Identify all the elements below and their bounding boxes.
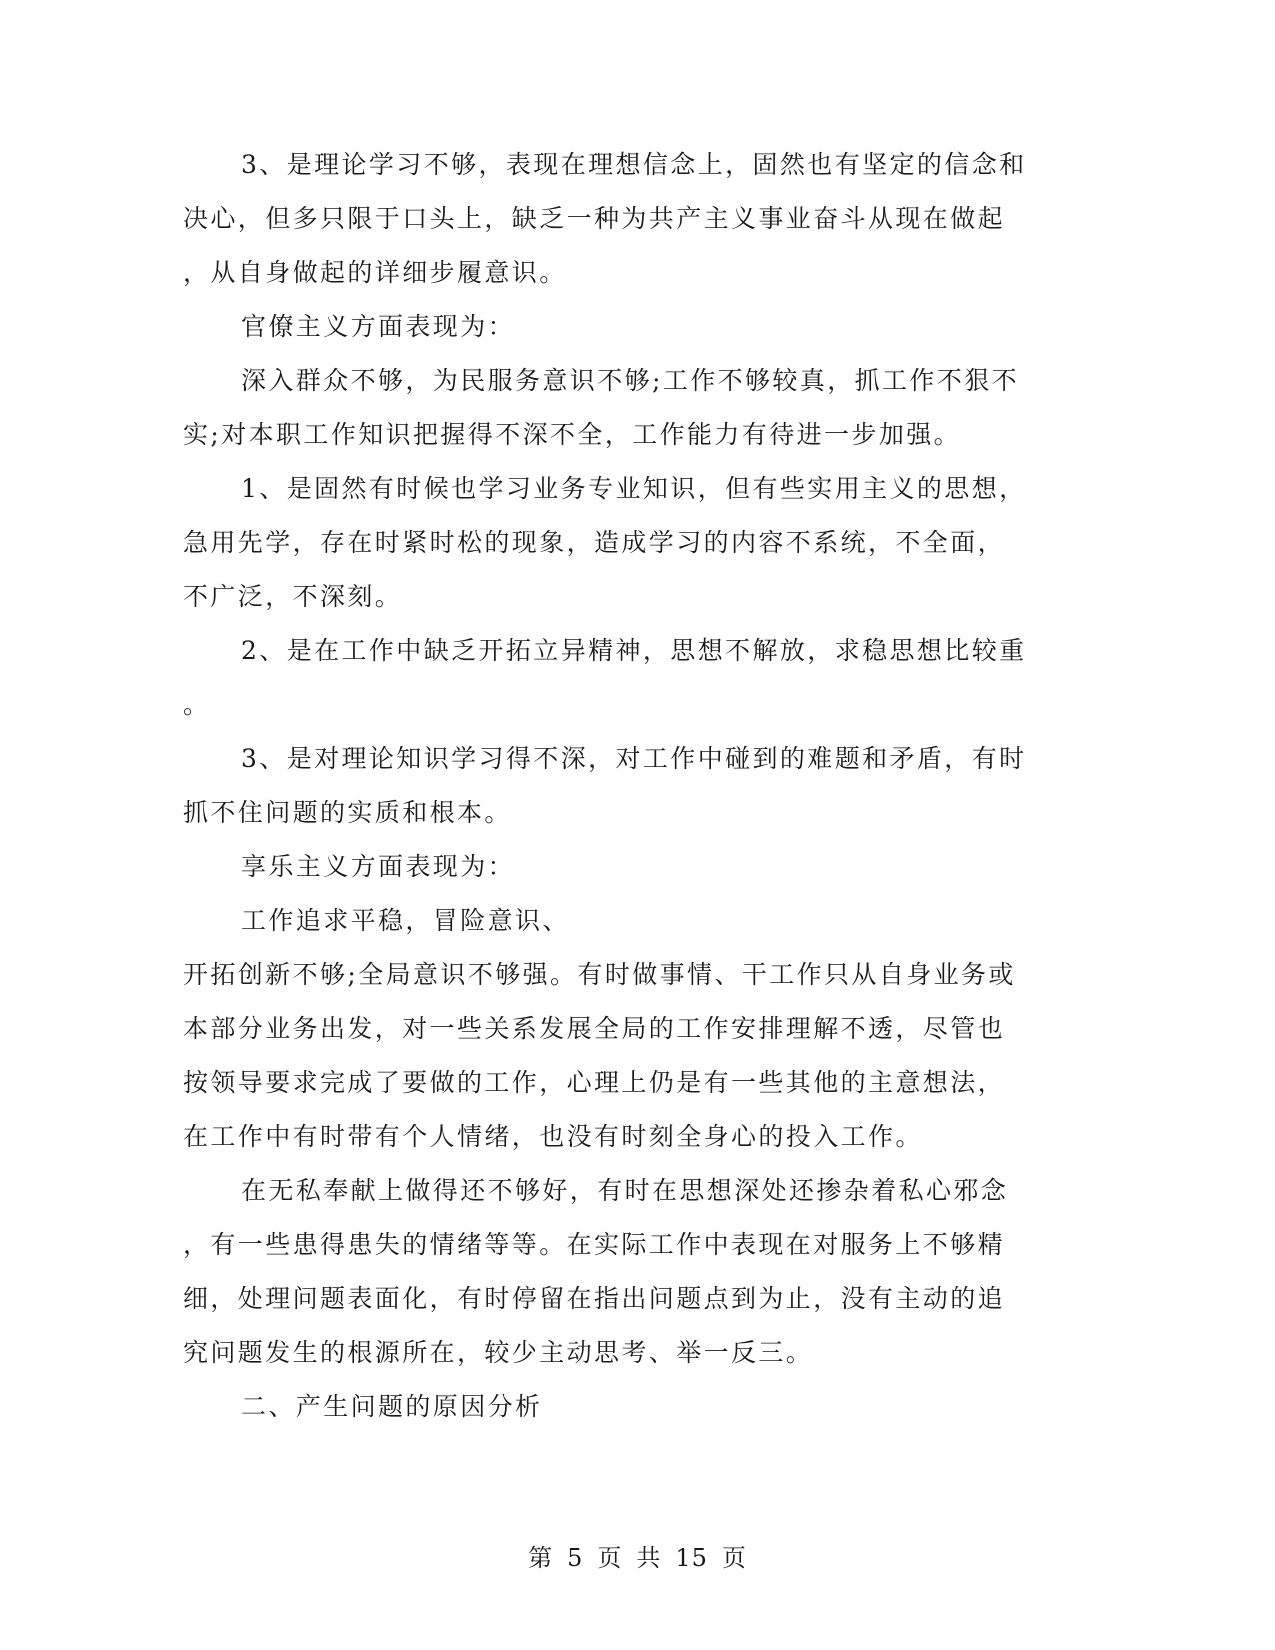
footer-current-page: 5 (567, 1544, 584, 1572)
text-line: 细，处理问题表面化，有时停留在指出问题点到为止，没有主动的追 (183, 1284, 1006, 1313)
text-line: 实;对本职工作知识把握得不深不全，工作能力有待进一步加强。 (183, 420, 962, 449)
page-footer (0, 1538, 1275, 1573)
text-line: 3、是理论学习不够，表现在理想信念上，固然也有坚定的信念和 (241, 150, 1027, 179)
footer-suffix: 页 (721, 1544, 747, 1572)
text-line: 抓不住问题的实质和根本。 (183, 798, 512, 827)
footer-page-word: 页 (597, 1544, 623, 1572)
text-line: 决心，但多只限于口头上，缺乏一种为共产主义事业奋斗从现在做起 (183, 204, 1006, 233)
body-text (183, 138, 1043, 1434)
text-line: 二、产生问题的原因分析 (241, 1392, 543, 1421)
footer-total-word: 共 (636, 1544, 662, 1572)
text-line: 工作追求平稳，冒险意识、 (241, 906, 570, 935)
text-line: 急用先学，存在时紧时松的现象，造成学习的内容不系统，不全面， (183, 528, 1006, 557)
text-line: 3、是对理论知识学习得不深，对工作中碰到的难题和矛盾，有时 (241, 744, 1027, 773)
text-line: ，有一些患得患失的情绪等等。在实际工作中表现在对服务上不够精 (183, 1230, 1006, 1259)
text-line: 本部分业务出发，对一些关系发展全局的工作安排理解不透，尽管也 (183, 1014, 1006, 1043)
text-line: 1、是固然有时候也学习业务专业知识，但有些实用主义的思想， (241, 474, 1027, 503)
footer-total-pages: 15 (675, 1544, 708, 1572)
text-line: 享乐主义方面表现为： (241, 852, 516, 881)
text-line: 开拓创新不够;全局意识不够强。有时做事情、干工作只从自身业务或 (183, 960, 1016, 989)
text-line: 2、是在工作中缺乏开拓立异精神，思想不解放，求稳思想比较重 (241, 636, 1027, 665)
footer-prefix: 第 (528, 1544, 554, 1572)
text-line: 按领导要求完成了要做的工作，心理上仍是有一些其他的主意想法， (183, 1068, 1006, 1097)
text-line: 不广泛，不深刻。 (183, 582, 403, 611)
text-line: 。 (183, 690, 211, 719)
text-line: 在工作中有时带有个人情绪，也没有时刻全身心的投入工作。 (183, 1122, 923, 1151)
text-line: 在无私奉献上做得还不够好，有时在思想深处还掺杂着私心邪念 (241, 1176, 1009, 1205)
text-line: ，从自身做起的详细步履意识。 (183, 258, 567, 287)
text-line: 深入群众不够，为民服务意识不够;工作不够较真，抓工作不狠不 (241, 366, 1020, 395)
text-line: 究问题发生的根源所在，较少主动思考、举一反三。 (183, 1338, 814, 1367)
text-line: 官僚主义方面表现为： (241, 312, 516, 341)
